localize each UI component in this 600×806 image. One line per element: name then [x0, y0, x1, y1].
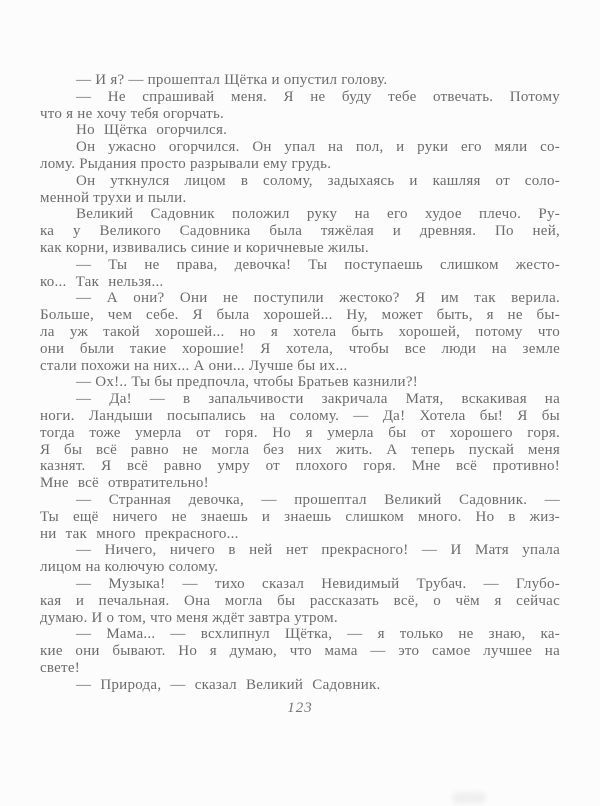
- text-line: — Не спрашивай меня. Я не буду тебе отвечать. Потому: [76, 88, 560, 105]
- text-line: менной трухи и пыли.: [40, 189, 187, 206]
- page-number: 123: [287, 700, 313, 716]
- text-line: лому. Рыдания просто разрывали ему грудь.: [40, 155, 332, 172]
- text-line: кие они бывают. Но я думаю, что мама — это самое лучшее на: [40, 643, 560, 660]
- text-line: Он ужасно огорчился. Он упал на пол, и руки его мяли со-: [76, 139, 560, 156]
- body-text: [40, 72, 560, 693]
- text-line: ко... Так нельзя...: [40, 273, 164, 290]
- text-line: Я бы всё равно не могла без них жить. А теперь пускай меня: [40, 441, 560, 458]
- text-line: свете!: [40, 659, 81, 676]
- text-line: стали похожи на них... А они... Лучше бы их...: [40, 357, 348, 374]
- text-line: они были такие хорошие! Я хотела, чтобы все люди на земле: [40, 340, 560, 357]
- text-line: как корни, извивались синие и коричневые жилы.: [40, 239, 369, 256]
- text-line: — Музыка! — тихо сказал Невидимый Трубач. — Глубо-: [76, 575, 560, 592]
- text-line: ла уж такой хорошей... но я хотела быть хорошей, потому что: [40, 323, 560, 340]
- text-line: — Мама... — всхлипнул Щётка, — я только не знаю, ка-: [76, 626, 560, 643]
- text-line: думаю. И о том, что меня ждёт завтра утром.: [40, 609, 338, 626]
- scan-smudge: [452, 792, 486, 804]
- text-line: казнят. Я всё равно умру от плохого горя. Мне всё противно!: [40, 458, 560, 475]
- text-line: ни так много прекрасного...: [40, 525, 239, 542]
- text-line: — А они? Они не поступили жестоко? Я им так верила.: [76, 290, 560, 307]
- text-line: что я не хочу тебя огорчать.: [40, 105, 225, 122]
- text-line: — И я? — прошептал Щётка и опустил голову.: [76, 72, 388, 88]
- text-line: Великий Садовник положил руку на его худое плечо. Ру-: [76, 206, 560, 223]
- text-line: ка у Великого Садовника была тяжёлая и древняя. По ней,: [40, 223, 560, 240]
- text-line: — Да! — в запальчивости закричала Матя, вскакивая на: [76, 391, 560, 408]
- text-line: — Ох!.. Ты бы предпочла, чтобы Братьев казнили?!: [76, 374, 418, 391]
- text-line: — Ты не права, девочка! Ты поступаешь слишком жесто-: [76, 256, 560, 273]
- text-line: — Странная девочка, — прошептал Великий Садовник. —: [76, 491, 560, 508]
- text-line: лицом на колючую солому.: [40, 559, 219, 576]
- text-line: Ты ещё ничего не знаешь и знаешь слишком много. Но в жиз-: [40, 508, 560, 525]
- text-line: Больше, чем себе. Я была хорошей... Ну, может быть, я не бы-: [40, 307, 560, 324]
- text-line: — Ничего, ничего в ней нет прекрасного! — И Матя упала: [76, 542, 560, 559]
- text-line: Мне всё отвратительно!: [40, 475, 209, 492]
- text-line: — Природа, — сказал Великий Садовник.: [76, 676, 381, 693]
- text-line: Он уткнулся лицом в солому, задыхаясь и кашляя от соло-: [76, 172, 560, 189]
- text-line: кая и печальная. Она могла бы рассказать всё, о чём я сейчас: [40, 592, 560, 609]
- text-line: ноги. Ландыши посыпались на солому. — Да! Хотела бы! Я бы: [40, 407, 560, 424]
- text-line: тогда тоже умерла от горя. Но я умерла бы от хорошего горя.: [40, 424, 560, 441]
- text-line: Но Щётка огорчился.: [76, 122, 228, 139]
